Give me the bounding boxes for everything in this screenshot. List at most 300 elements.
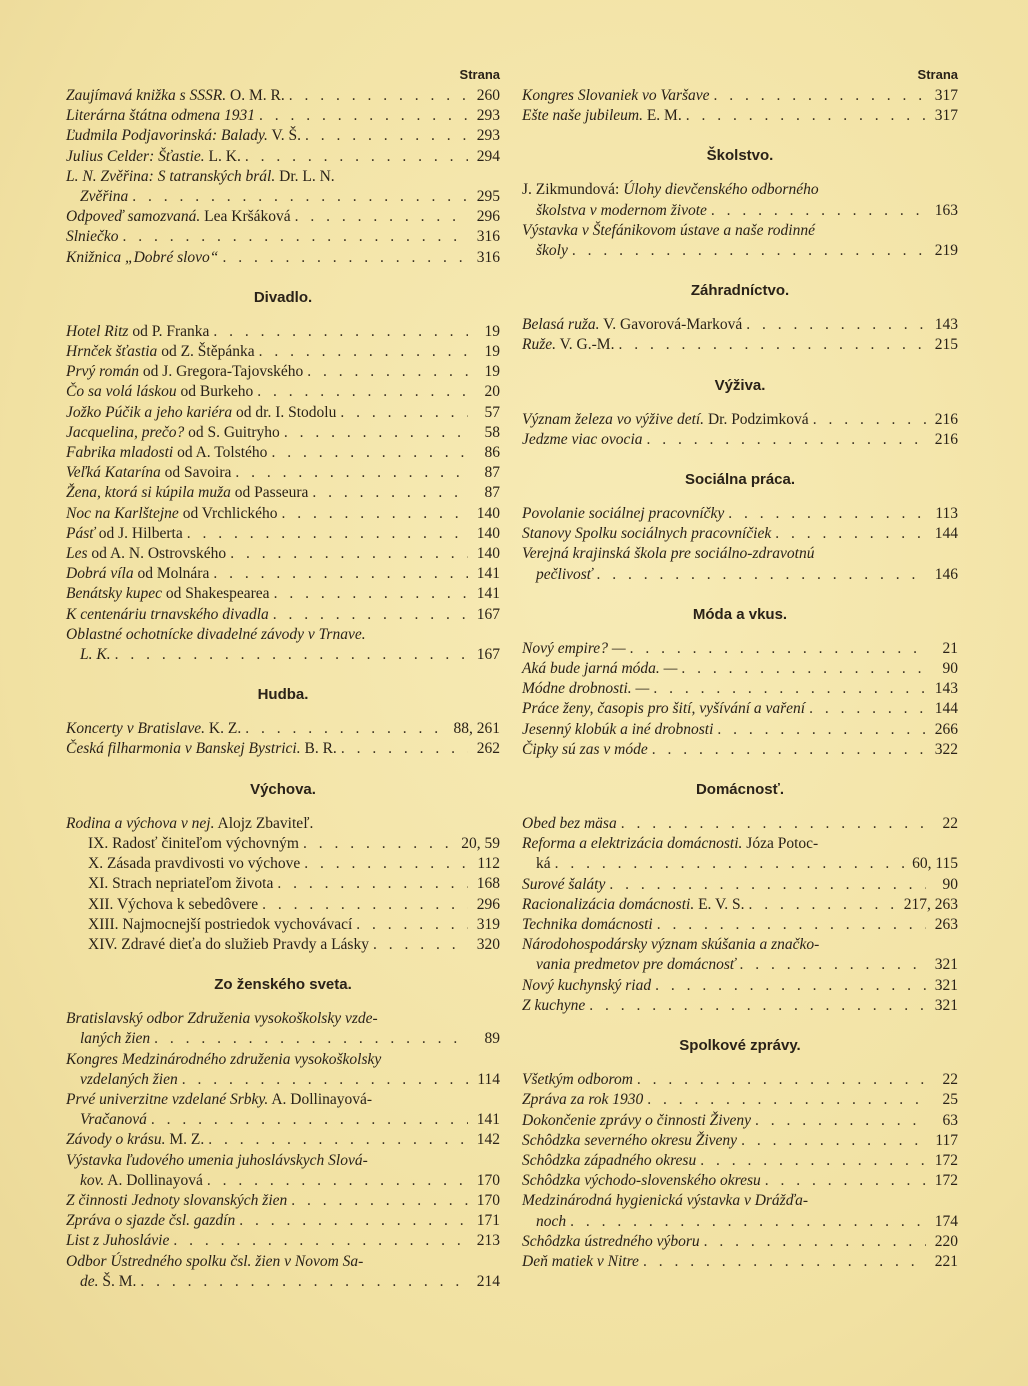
entry-page: 141 <box>476 585 500 603</box>
entry-title <box>522 430 643 450</box>
entry-page: 213 <box>476 1232 500 1250</box>
leader-dots <box>711 201 926 221</box>
index-entry <box>66 322 500 342</box>
zahradnictvo-list <box>522 315 958 355</box>
entry-author: od Shakespearea <box>161 585 270 603</box>
leader-dots <box>245 147 468 167</box>
section-vyziva: Výživa. <box>714 376 766 394</box>
section-hudba: Hudba. <box>257 686 309 704</box>
entry-page: 89 <box>484 1030 500 1048</box>
entry-author: Józa Potoc- <box>742 835 819 853</box>
entry-title-text: Hrnček šťastia <box>66 343 158 361</box>
entry-page: 317 <box>934 87 958 104</box>
entry-page: 170 <box>476 1171 500 1189</box>
entry-line <box>522 1151 958 1171</box>
entry-page: 266 <box>934 720 958 738</box>
leader-dots <box>740 955 927 975</box>
entry-page: 216 <box>934 410 958 428</box>
leader-dots <box>746 315 926 335</box>
entry-page: 146 <box>934 565 958 583</box>
entry-title <box>66 1252 363 1272</box>
entry-cont <box>80 1029 150 1049</box>
entry-line <box>66 147 500 167</box>
leader-dots <box>775 524 926 544</box>
entry-line <box>66 403 500 423</box>
entry-title <box>66 147 241 167</box>
entry-continuation <box>522 1212 958 1232</box>
entry-title <box>66 167 335 187</box>
entry-page: 60, 115 <box>912 855 958 873</box>
entry-title <box>66 544 226 564</box>
index-entry <box>522 834 958 874</box>
index-entry <box>522 504 958 524</box>
entry-title <box>522 720 713 740</box>
entry-author: od J. Gregora-Tajovského <box>139 363 304 381</box>
leader-dots <box>303 834 457 854</box>
entry-title-text: Technika domácnosti <box>522 916 653 934</box>
entry-page: 263 <box>934 916 958 934</box>
leader-dots <box>284 423 468 443</box>
section-skolstvo: Školstvo. <box>706 147 774 165</box>
entry-title <box>522 544 814 564</box>
entry-title <box>66 1090 372 1110</box>
leader-dots <box>618 335 926 355</box>
leader-dots <box>222 248 468 268</box>
entry-title-text: Ruže. <box>522 336 557 354</box>
entry-title <box>522 875 605 895</box>
divadlo-list <box>66 322 500 665</box>
entry-author: L. K. <box>204 147 241 165</box>
index-entry <box>522 1171 958 1191</box>
entry-title <box>522 740 648 760</box>
entry-title-text: Schôdzka východo-slovenského okresu <box>522 1172 761 1190</box>
index-entry <box>522 679 958 699</box>
entry-cont <box>536 854 551 874</box>
entry-title <box>522 895 744 915</box>
entry-title <box>522 935 819 955</box>
index-entry <box>522 996 958 1016</box>
entry-line <box>66 423 500 443</box>
entry-title <box>522 1070 633 1090</box>
entry-title-text: XI. Strach nepriateľom života <box>88 875 274 893</box>
leader-dots <box>277 874 468 894</box>
entry-title-text: Obed bez mäsa <box>522 815 617 833</box>
entry-title <box>522 814 617 834</box>
entry-line <box>522 335 958 355</box>
index-entry <box>66 362 500 382</box>
leader-dots <box>728 504 926 524</box>
entry-author: od Burkeho <box>176 383 254 401</box>
index-entry <box>66 1252 500 1292</box>
entry-author: od P. Franka <box>128 322 210 340</box>
index-entry <box>522 315 958 335</box>
entry-title-text: L. N. Zvěřina: S tatranských brál. <box>66 167 276 185</box>
index-entry <box>66 584 500 604</box>
entry-title-text: Deň matiek v Nitre <box>522 1252 639 1270</box>
entry-line <box>66 1050 500 1070</box>
leader-dots <box>274 584 468 604</box>
entry-line <box>66 126 500 146</box>
entry-line <box>522 410 958 430</box>
entry-continuation <box>66 1171 500 1191</box>
index-entry <box>66 935 500 955</box>
entry-title-text: Zaujímavá knižka s SSSR. <box>66 87 227 104</box>
vychova-intro-author: Alojz Zbaviteľ. <box>214 814 314 832</box>
skolstvo-list <box>522 180 958 261</box>
leader-dots <box>305 126 468 146</box>
entry-title-text: Schôdzka severného okresu Živeny <box>522 1131 738 1149</box>
entry-title <box>522 504 724 524</box>
entry-page: 217, 263 <box>903 895 958 913</box>
entry-page: 141 <box>476 565 500 583</box>
leader-dots <box>123 227 468 247</box>
entry-title <box>88 874 273 894</box>
index-entry <box>66 739 500 759</box>
entry-title-text: Čo sa volá láskou <box>66 383 177 401</box>
leader-dots <box>312 483 468 503</box>
entry-line <box>522 1191 958 1211</box>
index-entry <box>522 1191 958 1231</box>
entry-title-text: Koncerty v Bratislave. <box>66 720 206 738</box>
entry-cont-text: vzdelaných žien <box>80 1070 178 1088</box>
leader-dots <box>230 544 468 564</box>
entry-line <box>66 544 500 564</box>
entry-title-text: Výstavka v Štefánikovom ústave a naše rodinné <box>522 221 815 239</box>
entry-author: Dr. Podzimková <box>704 410 809 428</box>
entry-title-text: Kongres Medzinárodného združenia vysokoškolsky <box>66 1050 382 1068</box>
entry-title <box>66 463 231 483</box>
entry-cont-text: školy <box>536 242 568 260</box>
entry-title <box>522 1252 639 1272</box>
leader-dots <box>213 564 468 584</box>
entry-line <box>66 167 500 187</box>
index-entry <box>66 147 500 167</box>
entry-page: 143 <box>934 680 958 698</box>
entry-cont-text: de. <box>80 1272 99 1290</box>
entry-title-text: Práce ženy, časopis pro šití, vyšívání a vaření <box>522 700 806 718</box>
leader-dots <box>259 106 468 126</box>
entry-author: od S. Guitryho <box>184 423 280 441</box>
strana-header-right: Strana <box>917 67 958 82</box>
leader-dots <box>307 362 468 382</box>
entry-continuation <box>66 1272 500 1292</box>
entry-title-text: Les <box>66 545 88 563</box>
entry-page: 57 <box>484 403 500 421</box>
leader-dots <box>207 1171 468 1191</box>
entry-author: od dr. I. Stodolu <box>232 403 337 421</box>
entry-line <box>66 625 500 645</box>
entry-line <box>522 875 958 895</box>
entry-page: 21 <box>942 639 958 657</box>
entry-title <box>522 106 682 126</box>
entry-line <box>88 915 500 935</box>
entry-title-text: Úlohy dievčenského odborného <box>623 181 819 199</box>
entry-title-text: Nový empire? — <box>522 639 626 657</box>
entry-title-text: K centenáriu trnavského divadla <box>66 605 269 623</box>
entry-title-text: Povolanie sociálnej pracovníčky <box>522 505 725 523</box>
leader-dots <box>182 1070 468 1090</box>
entry-title <box>66 564 209 584</box>
entry-page: 22 <box>942 815 958 833</box>
leader-dots <box>609 875 926 895</box>
entry-title <box>66 227 119 247</box>
leader-dots <box>341 739 468 759</box>
entry-page: 168 <box>476 875 500 893</box>
index-entry <box>66 895 500 915</box>
entry-title-text: Nový kuchynský riad <box>522 976 652 994</box>
entry-title-text: IX. Radosť činiteľom výchovným <box>88 834 299 852</box>
entry-page: 114 <box>477 1070 500 1088</box>
moda-list <box>522 639 958 760</box>
entry-line <box>522 740 958 760</box>
entry-cont-text: Zvěřina <box>80 188 129 206</box>
index-entry <box>66 342 500 362</box>
entry-title <box>522 976 651 996</box>
spolkove-list <box>522 1070 958 1272</box>
index-entry <box>522 106 958 126</box>
entry-page: 113 <box>935 505 958 523</box>
entry-page: 319 <box>476 915 500 933</box>
entry-cont <box>80 187 128 207</box>
index-entry <box>66 834 500 854</box>
entry-line <box>66 382 500 402</box>
leader-dots <box>652 740 926 760</box>
entry-title-text: Česká filharmonia v Banskej Bystrici. <box>66 740 301 758</box>
index-entry <box>66 463 500 483</box>
index-entry <box>522 740 958 760</box>
entry-page: 216 <box>934 430 958 448</box>
entry-page: 294 <box>476 147 500 165</box>
entry-page: 90 <box>942 875 958 893</box>
left-top-list <box>66 86 500 268</box>
section-vychova: Výchova. <box>250 780 316 798</box>
entry-cont <box>80 1070 178 1090</box>
entry-page: 167 <box>476 646 500 664</box>
leader-dots <box>686 106 926 126</box>
entry-page: 167 <box>476 605 500 623</box>
entry-title-text: Aká bude jarná móda. — <box>522 660 678 678</box>
entry-title-text: Kongres Slovaniek vo Varšave <box>522 87 710 104</box>
leader-dots <box>271 443 468 463</box>
entry-page: 171 <box>476 1212 500 1230</box>
entry-author: M. Z. <box>165 1131 205 1149</box>
entry-page: 22 <box>942 1071 958 1089</box>
leader-dots <box>647 430 927 450</box>
entry-page: 221 <box>934 1252 958 1270</box>
entry-title-text: Závody o krásu. <box>66 1131 166 1149</box>
section-domacnost: Domácnosť. <box>695 781 785 799</box>
entry-title-text: Zpráva za rok 1930 <box>522 1091 644 1109</box>
leader-dots <box>570 1212 926 1232</box>
index-entry <box>522 659 958 679</box>
entry-page: 296 <box>476 208 500 226</box>
entry-title-text: Fabrika mladosti <box>66 444 174 462</box>
entry-line <box>66 362 500 382</box>
entry-title <box>522 1131 737 1151</box>
section-moda: Móda a vkus. <box>692 605 788 623</box>
socialna-list <box>522 504 958 585</box>
entry-page: 63 <box>942 1111 958 1129</box>
entry-author: od Passeura <box>230 484 309 502</box>
entry-title-text: Z činnosti Jednoty slovanských žien <box>66 1191 288 1209</box>
leader-dots <box>262 895 468 915</box>
leader-dots <box>373 935 468 955</box>
entry-title-text: X. Zásada pravdivosti vo výchove <box>88 855 301 873</box>
index-entry <box>66 382 500 402</box>
leader-dots <box>704 1232 926 1252</box>
index-entry <box>66 625 500 665</box>
leader-dots <box>657 915 926 935</box>
entry-line <box>66 86 500 106</box>
entry-continuation <box>66 1070 500 1090</box>
entry-line <box>522 996 958 1016</box>
index-entry <box>522 524 958 544</box>
right-column <box>522 64 958 1272</box>
entry-line <box>88 834 500 854</box>
leader-dots <box>700 1151 926 1171</box>
entry-page: 140 <box>476 524 500 542</box>
entry-title <box>522 639 626 659</box>
entry-title <box>66 322 209 342</box>
leader-dots <box>589 996 926 1016</box>
entry-title-text: Verejná krajinská škola pre sociálno-zdravotnú <box>522 545 815 563</box>
entry-title-text: List z Juhoslávie <box>66 1232 170 1250</box>
entry-line <box>522 679 958 699</box>
entry-title-text: Zpráva o sjazde čsl. gazdín <box>66 1212 236 1230</box>
entry-line <box>66 248 500 268</box>
entry-line <box>522 544 958 564</box>
entry-author: od Molnára <box>133 565 210 583</box>
leader-dots <box>295 207 468 227</box>
entry-title <box>522 1111 751 1131</box>
entry-page: 172 <box>934 1172 958 1190</box>
entry-title <box>88 854 300 874</box>
entry-line <box>88 895 500 915</box>
entry-page: 262 <box>476 740 500 758</box>
index-entry <box>66 207 500 227</box>
entry-line <box>522 1070 958 1090</box>
index-entry <box>522 1070 958 1090</box>
entry-title-text: Knižnica „Dobré slovo“ <box>66 248 219 266</box>
leader-dots <box>239 1211 468 1231</box>
entry-cont-text: laných žien <box>80 1030 151 1048</box>
leader-dots <box>187 524 468 544</box>
entry-line <box>66 605 500 625</box>
leader-dots <box>813 410 926 430</box>
entry-page: 87 <box>484 484 500 502</box>
entry-title-text: Jacquelina, prečo? <box>66 423 185 441</box>
entry-line <box>522 1131 958 1151</box>
entry-page: 144 <box>934 700 958 718</box>
entry-title <box>522 834 818 854</box>
zensky-list <box>66 1009 500 1292</box>
entry-line <box>522 976 958 996</box>
leader-dots <box>151 1110 468 1130</box>
entry-title-text: Oblastné ochotnícke divadelné závody v Trnave. <box>66 625 366 643</box>
entry-line <box>66 322 500 342</box>
entry-continuation <box>66 1029 500 1049</box>
left-column <box>66 64 500 1292</box>
entry-title <box>66 1130 204 1150</box>
leader-dots <box>257 382 468 402</box>
entry-line <box>522 106 958 126</box>
entry-title <box>522 410 809 430</box>
entry-cont-text: ká <box>536 855 551 873</box>
leader-dots <box>555 854 908 874</box>
entry-cont <box>536 1212 566 1232</box>
leader-dots <box>755 1111 926 1131</box>
entry-line <box>66 207 500 227</box>
entry-page: 174 <box>934 1212 958 1230</box>
section-spolkove: Spolkové zprávy. <box>679 1037 801 1055</box>
entry-title <box>66 248 218 268</box>
index-entry <box>66 1151 500 1191</box>
entry-title-text: XII. Výchova k sebedôvere <box>88 895 259 913</box>
entry-title <box>522 335 614 355</box>
entry-page: 142 <box>476 1131 500 1149</box>
index-entry <box>522 976 958 996</box>
entry-page: 293 <box>476 127 500 145</box>
entry-author: A. Dollinayová <box>104 1171 203 1189</box>
entry-cont <box>536 565 592 585</box>
entry-title-text: Jesenný klobúk a iné drobnosti <box>522 720 714 738</box>
leader-dots <box>356 915 468 935</box>
entry-title-text: Odbor Ústredného spolku čsl. žien v Novom Sa- <box>66 1252 364 1270</box>
entry-title-text: Slniečko <box>66 228 119 246</box>
entry-page: 88, 261 <box>453 720 500 738</box>
index-entry <box>66 544 500 564</box>
entry-page: 317 <box>934 107 958 125</box>
index-entry <box>66 1009 500 1049</box>
entry-page: 320 <box>476 935 500 953</box>
entry-line <box>522 315 958 335</box>
entry-page: 87 <box>484 464 500 482</box>
entry-line <box>88 874 500 894</box>
entry-title-text: Surové šaláty <box>522 875 606 893</box>
strana-header: Strana <box>459 67 500 82</box>
entry-line <box>66 739 500 759</box>
index-entry <box>522 1090 958 1110</box>
entry-page: 143 <box>934 316 958 334</box>
entry-title <box>66 584 270 604</box>
entry-title-text: Jedzme viac ovocia <box>522 430 643 448</box>
entry-line <box>66 1191 500 1211</box>
entry-title-text: Výstavka ľudového umenia juhoslávskych Slová- <box>66 1151 368 1169</box>
index-entry <box>66 106 500 126</box>
entry-line <box>66 342 500 362</box>
index-entry <box>522 86 958 106</box>
entry-continuation <box>66 1110 500 1130</box>
entry-page: 163 <box>934 201 958 219</box>
entry-page: 20 <box>484 383 500 401</box>
index-entry <box>522 1111 958 1131</box>
section-zensky: Zo ženského sveta. <box>214 976 352 994</box>
entry-page: 112 <box>477 855 500 873</box>
entry-title-text: Noc na Karlštejne <box>66 504 179 522</box>
leader-dots <box>714 86 926 106</box>
entry-title <box>522 180 819 200</box>
entry-line <box>522 1252 958 1272</box>
entry-title <box>522 679 649 699</box>
entry-cont-text: pečlivosť <box>536 565 593 583</box>
leader-dots <box>621 814 926 834</box>
entry-cont-text: školstva v modernom živote <box>536 201 707 219</box>
entry-page: 19 <box>484 322 500 340</box>
leader-dots <box>235 463 468 483</box>
leader-dots <box>340 403 468 423</box>
entry-page: 58 <box>484 423 500 441</box>
entry-cont <box>80 1272 136 1292</box>
